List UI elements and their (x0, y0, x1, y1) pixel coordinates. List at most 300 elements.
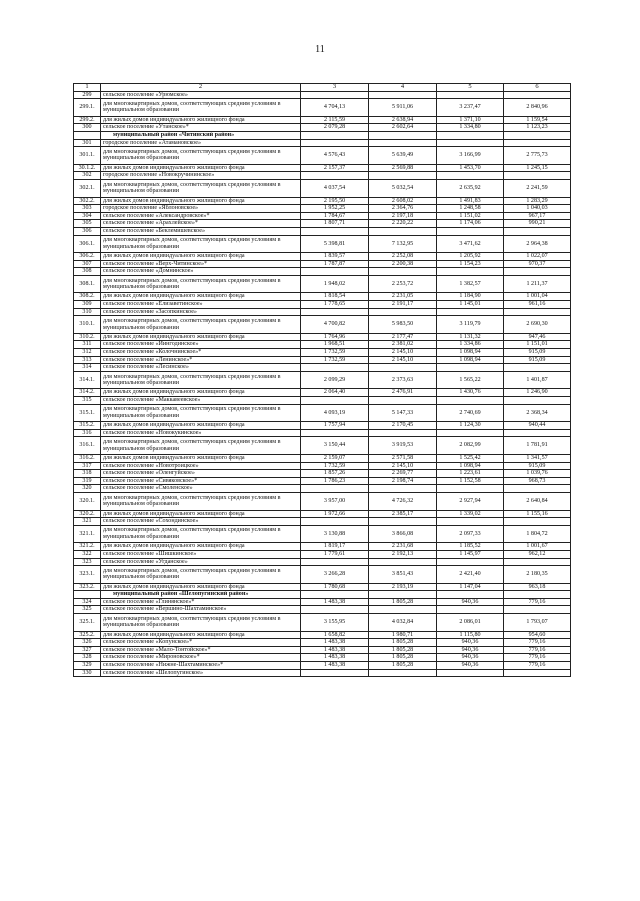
cell-col-6 (504, 139, 571, 147)
cell-col-4 (369, 131, 437, 139)
cell-col-3: 4 037,54 (301, 179, 369, 197)
table-row (74, 389, 571, 397)
cell-col-6 (504, 591, 571, 599)
cell-col-4 (369, 518, 437, 526)
cell-col-5: 940,36 (437, 639, 504, 647)
cell-col-5 (437, 429, 504, 437)
cell-col-3: 1 952,25 (301, 205, 369, 213)
row-name: городское поселение «Новокручининское» (101, 172, 301, 180)
cell-col-5 (437, 591, 504, 599)
row-name: для жилых домов индивидуального жилищного фонда (101, 543, 301, 551)
cell-col-5: 3 471,62 (437, 235, 504, 253)
row-number: 315 (74, 397, 101, 405)
row-name: сельское поселение «Засопкинское» (101, 308, 301, 316)
row-number: 315.1. (74, 404, 101, 422)
row-name: сельское поселение «Ленинское»* (101, 356, 301, 364)
row-number: 299 (74, 91, 101, 99)
row-name: для жилых домов индивидуального жилищного фонда (101, 164, 301, 172)
row-name: сельское поселение «Иингодинское» (101, 341, 301, 349)
table-row (74, 437, 571, 455)
row-number: 324 (74, 598, 101, 606)
cell-col-6 (504, 485, 571, 493)
cell-col-6: 1 001,04 (504, 293, 571, 301)
cell-col-4: 2 476,91 (369, 389, 437, 397)
cell-col-3 (301, 91, 369, 99)
cell-col-5: 1 371,10 (437, 116, 504, 124)
cell-col-5 (437, 268, 504, 276)
cell-col-4: 2 381,02 (369, 341, 437, 349)
cell-col-3: 1 786,23 (301, 477, 369, 485)
cell-col-4: 4 032,84 (369, 614, 437, 632)
table-row (74, 364, 571, 372)
row-number: 316.1. (74, 437, 101, 455)
table-row (74, 662, 571, 670)
row-name: сельское поселение «Смоленское» (101, 485, 301, 493)
row-number: 321.2. (74, 543, 101, 551)
cell-col-3: 1 807,71 (301, 220, 369, 228)
cell-col-6: 954,60 (504, 631, 571, 639)
row-number: 319 (74, 477, 101, 485)
table-row (74, 646, 571, 654)
row-number: 301 (74, 139, 101, 147)
row-name: сельское поселение «Шелопугинское» (101, 669, 301, 677)
cell-col-3: 1 757,94 (301, 422, 369, 430)
row-name: сельское поселение «Александровское»* (101, 212, 301, 220)
table-row (74, 301, 571, 309)
cell-col-6: 968,73 (504, 477, 571, 485)
row-number: 316 (74, 429, 101, 437)
row-number: 309 (74, 301, 101, 309)
cell-col-5: 1 430,76 (437, 389, 504, 397)
cell-col-3 (301, 669, 369, 677)
cell-col-6: 940,44 (504, 422, 571, 430)
cell-col-4: 2 231,68 (369, 543, 437, 551)
row-name: сельское поселение «Мало-Тонтойское»* (101, 646, 301, 654)
cell-col-3: 4 704,13 (301, 99, 369, 117)
cell-col-6: 2 180,35 (504, 566, 571, 584)
row-number: 321 (74, 518, 101, 526)
cell-col-5: 2 927,94 (437, 492, 504, 510)
cell-col-4 (369, 139, 437, 147)
table-row (74, 124, 571, 132)
cell-col-4: 2 385,17 (369, 510, 437, 518)
cell-col-4 (369, 227, 437, 235)
cell-col-3 (301, 308, 369, 316)
cell-col-5: 1 147,04 (437, 583, 504, 591)
cell-col-3 (301, 429, 369, 437)
cell-col-6: 779,16 (504, 654, 571, 662)
cell-col-3: 3 155,95 (301, 614, 369, 632)
cell-col-3: 1 483,38 (301, 598, 369, 606)
table-header-row (74, 84, 571, 92)
cell-col-6: 1 793,07 (504, 614, 571, 632)
cell-col-6 (504, 397, 571, 405)
district-header-row (74, 591, 571, 599)
cell-col-6 (504, 518, 571, 526)
cell-col-6: 967,17 (504, 212, 571, 220)
row-name: для многоквартирных домов, соответствующих средним условиям в муниципальном образовании (101, 492, 301, 510)
row-name: сельское поселение «Верх-Читинское»* (101, 260, 301, 268)
row-number: 302.1. (74, 179, 101, 197)
cell-col-4 (369, 397, 437, 405)
cell-col-4: 2 177,47 (369, 333, 437, 341)
cell-col-3: 1 483,38 (301, 662, 369, 670)
row-name: для жилых домов индивидуального жилищного фонда (101, 454, 301, 462)
row-number: 304 (74, 212, 101, 220)
row-number: 300 (74, 124, 101, 132)
table-row (74, 341, 571, 349)
row-number: 327 (74, 646, 101, 654)
cell-col-4 (369, 364, 437, 372)
table-row (74, 164, 571, 172)
cell-col-6: 970,37 (504, 260, 571, 268)
cell-col-5: 2 740,69 (437, 404, 504, 422)
table-row (74, 116, 571, 124)
table-row (74, 205, 571, 213)
cell-col-3: 1 818,54 (301, 293, 369, 301)
cell-col-6 (504, 91, 571, 99)
cell-col-6 (504, 131, 571, 139)
row-number: 313 (74, 356, 101, 364)
cell-col-6: 915,09 (504, 356, 571, 364)
cell-col-3: 1 483,38 (301, 639, 369, 647)
table-row (74, 429, 571, 437)
cell-col-5: 1 565,22 (437, 371, 504, 389)
cell-col-6 (504, 268, 571, 276)
row-name: городское поселение «Яблоновское» (101, 205, 301, 213)
cell-col-5 (437, 91, 504, 99)
row-number: 330 (74, 669, 101, 677)
cell-col-5: 3 166,99 (437, 147, 504, 165)
cell-col-4: 5 983,50 (369, 316, 437, 334)
cell-col-4: 2 638,94 (369, 116, 437, 124)
header-col-3: 3 (301, 84, 369, 92)
cell-col-6: 2 241,59 (504, 179, 571, 197)
header-col-4: 4 (369, 84, 437, 92)
header-col-5: 5 (437, 84, 504, 92)
cell-col-4: 2 571,58 (369, 454, 437, 462)
row-name: для многоквартирных домов, соответствующих средним условиям в муниципальном образовании (101, 371, 301, 389)
row-number: 325 (74, 606, 101, 614)
cell-col-5: 1 525,42 (437, 454, 504, 462)
cell-col-3: 3 150,44 (301, 437, 369, 455)
row-name: для жилых домов индивидуального жилищного фонда (101, 293, 301, 301)
row-name: для многоквартирных домов, соответствующих средним условиям в муниципальном образовании (101, 437, 301, 455)
cell-col-4: 4 726,32 (369, 492, 437, 510)
cell-col-4: 3 919,53 (369, 437, 437, 455)
cell-col-3 (301, 485, 369, 493)
row-number: 310.2. (74, 333, 101, 341)
row-name: для жилых домов индивидуального жилищного фонда (101, 631, 301, 639)
cell-col-4: 3 851,43 (369, 566, 437, 584)
cell-col-4: 2 145,10 (369, 349, 437, 357)
cell-col-5: 1 339,02 (437, 510, 504, 518)
row-number: 321.1. (74, 525, 101, 543)
cell-col-6 (504, 308, 571, 316)
cell-col-3 (301, 397, 369, 405)
row-name: сельское поселение «Колочнинское»* (101, 349, 301, 357)
row-name: сельское поселение «Домнинское» (101, 268, 301, 276)
cell-col-4: 5 147,33 (369, 404, 437, 422)
cell-col-3 (301, 131, 369, 139)
row-name: для жилых домов индивидуального жилищного фонда (101, 422, 301, 430)
cell-col-3: 1 658,82 (301, 631, 369, 639)
table-row (74, 422, 571, 430)
cell-col-4 (369, 172, 437, 180)
table-row (74, 525, 571, 543)
table-row (74, 485, 571, 493)
row-name: сельское поселение «Мироновское»* (101, 654, 301, 662)
row-number: 323 (74, 558, 101, 566)
cell-col-4: 2 193,19 (369, 583, 437, 591)
cell-col-3 (301, 591, 369, 599)
row-number: 299.1. (74, 99, 101, 117)
cell-col-4: 1 805,28 (369, 654, 437, 662)
cell-col-3: 3 130,88 (301, 525, 369, 543)
cell-col-5: 1 145,97 (437, 550, 504, 558)
cell-col-5: 940,36 (437, 662, 504, 670)
cell-col-4: 1 980,71 (369, 631, 437, 639)
row-name: для многоквартирных домов, соответствующих средним условиям в муниципальном образовании (101, 147, 301, 165)
table-row (74, 356, 571, 364)
row-number: 318 (74, 470, 101, 478)
row-name: сельское поселение «Нижне-Шахтаминское»* (101, 662, 301, 670)
cell-col-6: 963,18 (504, 583, 571, 591)
cell-col-6: 1 155,16 (504, 510, 571, 518)
cell-col-4: 5 032,54 (369, 179, 437, 197)
cell-col-5: 940,36 (437, 654, 504, 662)
row-number: 329 (74, 662, 101, 670)
row-number: 325.1. (74, 614, 101, 632)
cell-col-6: 779,16 (504, 646, 571, 654)
cell-col-6: 1 022,07 (504, 253, 571, 261)
cell-col-5 (437, 606, 504, 614)
cell-col-5: 3 237,47 (437, 99, 504, 117)
row-name: городское поселение «Атамановское» (101, 139, 301, 147)
cell-col-4: 2 364,76 (369, 205, 437, 213)
row-number: 302.2. (74, 197, 101, 205)
cell-col-6: 1 245,15 (504, 164, 571, 172)
row-number: 316.2. (74, 454, 101, 462)
row-name: для жилых домов индивидуального жилищного фонда (101, 583, 301, 591)
table-row (74, 598, 571, 606)
cell-col-3 (301, 139, 369, 147)
row-number: 320.2. (74, 510, 101, 518)
row-name: муниципальный район «Шелопугинский район» (101, 591, 301, 599)
row-number: 312 (74, 349, 101, 357)
row-name: для многоквартирных домов, соответствующих средним условиям в муниципальном образовании (101, 235, 301, 253)
table-row (74, 454, 571, 462)
table-row (74, 583, 571, 591)
row-name: сельское поселение «Арахлейское»* (101, 220, 301, 228)
cell-col-5: 3 119,79 (437, 316, 504, 334)
cell-col-3: 3 957,00 (301, 492, 369, 510)
cell-col-4: 1 805,28 (369, 662, 437, 670)
cell-col-3: 2 115,59 (301, 116, 369, 124)
cell-col-5: 1 151,02 (437, 212, 504, 220)
cell-col-5: 1 098,94 (437, 349, 504, 357)
table-row (74, 139, 571, 147)
cell-col-4: 2 373,63 (369, 371, 437, 389)
cell-col-5: 1 185,52 (437, 543, 504, 551)
table-row (74, 349, 571, 357)
cell-col-6: 2 775,73 (504, 147, 571, 165)
cell-col-5 (437, 669, 504, 677)
table-row (74, 669, 571, 677)
table-row (74, 639, 571, 647)
row-name: сельское поселение «Сохондинское» (101, 518, 301, 526)
cell-col-3 (301, 227, 369, 235)
row-number: 30.1.2. (74, 164, 101, 172)
cell-col-6 (504, 364, 571, 372)
table-row (74, 477, 571, 485)
row-number: 314.1. (74, 371, 101, 389)
row-number: 308.1. (74, 275, 101, 293)
header-col-6: 6 (504, 84, 571, 92)
cell-col-4: 1 805,28 (369, 646, 437, 654)
table-row (74, 260, 571, 268)
table-row (74, 268, 571, 276)
cell-col-3: 1 819,17 (301, 543, 369, 551)
cell-col-4 (369, 591, 437, 599)
cell-col-3: 2 099,29 (301, 371, 369, 389)
cell-col-4: 2 253,72 (369, 275, 437, 293)
cell-col-4 (369, 308, 437, 316)
cell-col-5 (437, 518, 504, 526)
row-name: сельское поселение «Беклемишевское» (101, 227, 301, 235)
cell-col-5: 2 086,01 (437, 614, 504, 632)
cell-col-6: 779,16 (504, 662, 571, 670)
cell-col-3: 1 779,61 (301, 550, 369, 558)
cell-col-4 (369, 606, 437, 614)
row-name: для многоквартирных домов, соответствующих средним условиям в муниципальном образовании (101, 99, 301, 117)
cell-col-5: 1 124,30 (437, 422, 504, 430)
cell-col-4: 2 192,13 (369, 550, 437, 558)
header-col-1: 1 (74, 84, 101, 92)
cell-col-3: 1 787,87 (301, 260, 369, 268)
cell-col-3 (301, 364, 369, 372)
cell-col-3 (301, 172, 369, 180)
cell-col-5: 2 635,92 (437, 179, 504, 197)
row-number: 308 (74, 268, 101, 276)
row-name: сельское поселение «Елизаветинское» (101, 301, 301, 309)
cell-col-5: 1 334,86 (437, 341, 504, 349)
cell-col-6: 779,16 (504, 598, 571, 606)
page-number: 11 (315, 44, 325, 55)
cell-col-4: 2 269,77 (369, 470, 437, 478)
cell-col-3: 1 784,67 (301, 212, 369, 220)
row-number: 323.2. (74, 583, 101, 591)
cell-col-3: 1 778,65 (301, 301, 369, 309)
cell-col-5: 1 334,80 (437, 124, 504, 132)
cell-col-3: 1 483,38 (301, 646, 369, 654)
table-row (74, 404, 571, 422)
table-row (74, 212, 571, 220)
cell-col-6 (504, 227, 571, 235)
cell-col-6: 2 368,34 (504, 404, 571, 422)
cell-col-6: 947,46 (504, 333, 571, 341)
row-name: для многоквартирных домов, соответствующих средним условиям в муниципальном образовании (101, 566, 301, 584)
cell-col-6: 1 283,29 (504, 197, 571, 205)
cell-col-4: 2 252,08 (369, 253, 437, 261)
cell-col-4: 2 145,10 (369, 462, 437, 470)
cell-col-6: 915,09 (504, 462, 571, 470)
table-row (74, 275, 571, 293)
cell-col-5: 1 205,92 (437, 253, 504, 261)
row-number: 317 (74, 462, 101, 470)
cell-col-3: 1 948,02 (301, 275, 369, 293)
row-name: сельское поселение «Глинянское»* (101, 598, 301, 606)
cell-col-3: 1 732,59 (301, 462, 369, 470)
cell-col-5: 1 154,23 (437, 260, 504, 268)
table-row (74, 397, 571, 405)
row-name: сельское поселение «Шишкинское» (101, 550, 301, 558)
row-name: сельское поселение «Урюмское» (101, 91, 301, 99)
table-row (74, 308, 571, 316)
row-name: для жилых домов индивидуального жилищного фонда (101, 116, 301, 124)
cell-col-3: 1 780,68 (301, 583, 369, 591)
table-row (74, 654, 571, 662)
cell-col-4 (369, 268, 437, 276)
table-row (74, 558, 571, 566)
row-number: 310 (74, 308, 101, 316)
cell-col-6: 2 964,38 (504, 235, 571, 253)
row-number (74, 131, 101, 139)
cell-col-5 (437, 172, 504, 180)
row-name: для жилых домов индивидуального жилищного фонда (101, 197, 301, 205)
row-number: 307 (74, 260, 101, 268)
cell-col-3: 1 732,59 (301, 349, 369, 357)
cell-col-6: 2 840,96 (504, 99, 571, 117)
cell-col-6: 1 211,37 (504, 275, 571, 293)
cell-col-6 (504, 429, 571, 437)
row-name: для жилых домов индивидуального жилищного фонда (101, 510, 301, 518)
cell-col-5: 2 421,40 (437, 566, 504, 584)
cell-col-4: 5 911,06 (369, 99, 437, 117)
cell-col-4 (369, 91, 437, 99)
cell-col-5 (437, 485, 504, 493)
header-col-2: 2 (101, 84, 301, 92)
cell-col-4: 1 805,28 (369, 639, 437, 647)
cell-col-3: 1 968,51 (301, 341, 369, 349)
cell-col-6 (504, 172, 571, 180)
row-name: сельское поселение «Новотроицкое» (101, 462, 301, 470)
row-number: 314 (74, 364, 101, 372)
cell-col-6: 1 001,67 (504, 543, 571, 551)
cell-col-6: 962,12 (504, 550, 571, 558)
cell-col-4: 2 191,17 (369, 301, 437, 309)
table-row (74, 227, 571, 235)
cell-col-4 (369, 485, 437, 493)
cell-col-3: 2 159,07 (301, 454, 369, 462)
cell-col-3: 1 857,26 (301, 470, 369, 478)
row-number: 306.1. (74, 235, 101, 253)
cell-col-6: 2 690,30 (504, 316, 571, 334)
cell-col-4 (369, 558, 437, 566)
row-name: сельское поселение «Новокукинское» (101, 429, 301, 437)
row-name: сельское поселение «Маккавеевское» (101, 397, 301, 405)
cell-col-3: 2 157,37 (301, 164, 369, 172)
table-row (74, 543, 571, 551)
cell-col-6: 1 151,01 (504, 341, 571, 349)
table-row (74, 631, 571, 639)
cell-col-3 (301, 558, 369, 566)
cell-col-4: 2 608,02 (369, 197, 437, 205)
cell-col-3: 2 195,50 (301, 197, 369, 205)
cell-col-3: 3 266,28 (301, 566, 369, 584)
cell-col-6 (504, 606, 571, 614)
cell-col-3 (301, 518, 369, 526)
